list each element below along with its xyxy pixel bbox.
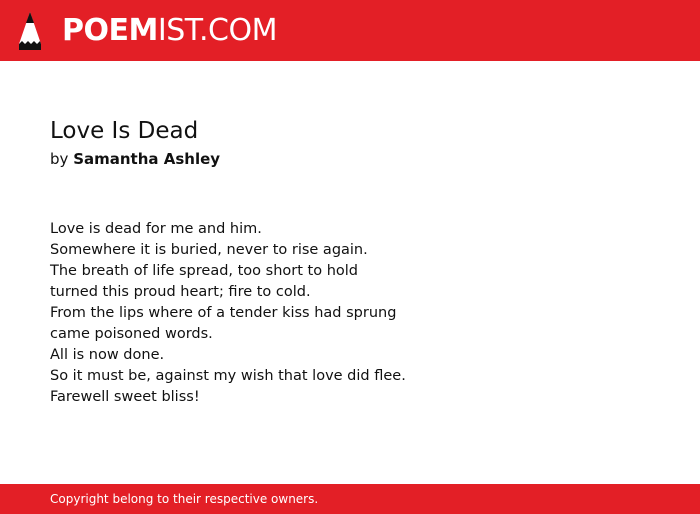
site-header bbox=[0, 0, 700, 61]
by-label: by bbox=[50, 150, 69, 168]
poem-line: turned this proud heart; fire to cold. bbox=[50, 284, 311, 300]
copyright-text: Copyright belong to their respective owners. bbox=[50, 492, 319, 506]
author-name: Samantha Ashley bbox=[73, 150, 221, 168]
poem-byline bbox=[50, 148, 220, 170]
site-footer bbox=[0, 484, 700, 514]
poem-line: Somewhere it is buried, never to rise again. bbox=[50, 242, 368, 258]
poem-line: Farewell sweet bliss! bbox=[50, 389, 200, 405]
poem-body bbox=[50, 219, 406, 408]
logo-bold-text: POEM bbox=[62, 13, 158, 48]
poem-line: From the lips where of a tender kiss had sprung bbox=[50, 305, 397, 321]
poem-title: Love Is Dead bbox=[50, 118, 199, 144]
site-logo[interactable] bbox=[62, 12, 277, 50]
pencil-tip-icon[interactable] bbox=[17, 10, 43, 52]
logo-light-text: IST.COM bbox=[157, 13, 277, 48]
poem-line: Love is dead for me and him. bbox=[50, 221, 262, 237]
poem-line: came poisoned words. bbox=[50, 326, 213, 342]
poem-line: The breath of life spread, too short to hold bbox=[50, 263, 358, 279]
poem-line: All is now done. bbox=[50, 347, 165, 363]
poem-line: So it must be, against my wish that love did flee. bbox=[50, 368, 406, 384]
